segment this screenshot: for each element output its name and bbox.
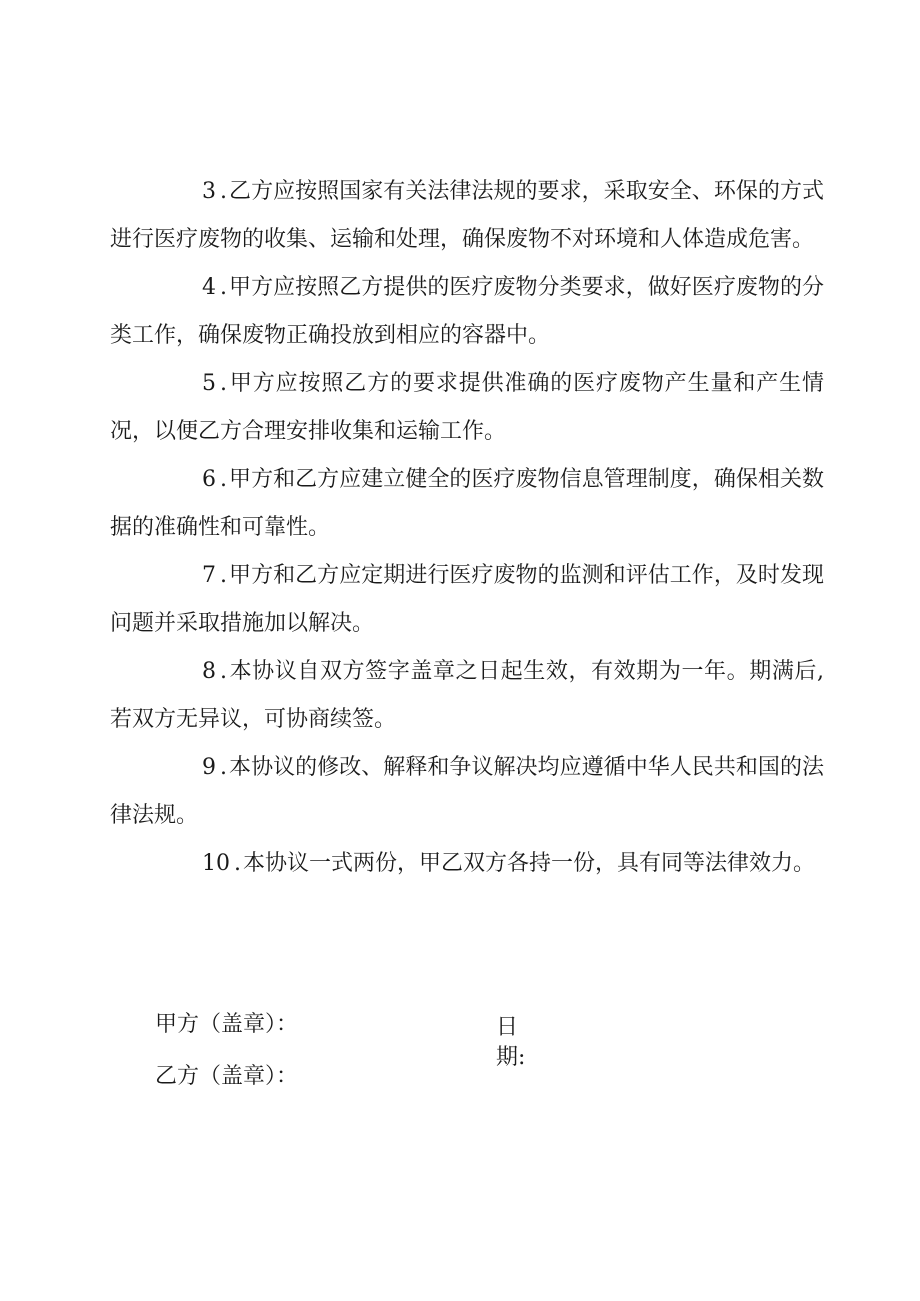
- clause-list: [110, 168, 824, 888]
- clause-5: 5 .甲方应按照乙方的要求提供准确的医疗废物产生量和产生情况，以便乙方合理安排收集和运输工作。: [110, 360, 824, 456]
- clause-text: 本协议的修改、解释和争议解决均应遵循中华人民共和国的法律法规。: [110, 755, 824, 828]
- clause-text: 本协议一式两份，甲乙双方各持一份，具有同等法律效力。: [243, 851, 816, 876]
- clause-text: 甲方和乙方应定期进行医疗废物的监测和评估工作，及时发现问题并采取措施加以解决。: [110, 563, 824, 636]
- clause-number: 4: [202, 275, 216, 300]
- clause-number: 6: [202, 467, 216, 492]
- clause-text: 甲方应按照乙方提供的医疗废物分类要求，做好医疗废物的分类工作，确保废物正确投放到相应的容器中。: [110, 275, 824, 348]
- clause-text: 乙方应按照国家有关法律法规的要求，采取安全、环保的方式进行医疗废物的收集、运输和处理，确保废物不对环境和人体造成危害。: [110, 179, 824, 252]
- clause-number: 3: [202, 179, 216, 204]
- clause-text: 甲方应按照乙方的要求提供准确的医疗废物产生量和产生情况，以便乙方合理安排收集和运输工作。: [110, 371, 824, 444]
- clause-number: 9: [202, 755, 216, 780]
- clause-8: 8 .本协议自双方签字盖章之日起生效，有效期为一年。期满后,若双方无异议，可协商续签。: [110, 648, 824, 744]
- clause-text: 本协议自双方签字盖章之日起生效，有效期为一年。期满后,若双方无异议，可协商续签。: [110, 659, 824, 732]
- clause-number: 10: [202, 851, 230, 876]
- date-label: [496, 1013, 536, 1073]
- clause-10: 10 .本协议一式两份，甲乙双方各持一份，具有同等法律效力。: [110, 840, 824, 888]
- date-label-line1: 日: [496, 1015, 519, 1040]
- clause-3: 3 .乙方应按照国家有关法律法规的要求，采取安全、环保的方式进行医疗废物的收集、运输和处理，确保废物不对环境和人体造成危害。: [110, 168, 824, 264]
- clause-4: 4 .甲方应按照乙方提供的医疗废物分类要求，做好医疗废物的分类工作，确保废物正确投放到相应的容器中。: [110, 264, 824, 360]
- clause-number: 5: [202, 371, 216, 396]
- party-b-seal-label: 乙方（盖章）：: [155, 1064, 299, 1089]
- party-a-seal-label: 甲方（盖章）：: [155, 1012, 299, 1037]
- clause-number: 7: [202, 563, 216, 588]
- clause-7: 7 .甲方和乙方应定期进行医疗废物的监测和评估工作，及时发现问题并采取措施加以解决。: [110, 552, 824, 648]
- date-label-line2: 期:: [496, 1045, 526, 1070]
- clause-6: 6 .甲方和乙方应建立健全的医疗废物信息管理制度，确保相关数据的准确性和可靠性。: [110, 456, 824, 552]
- clause-9: 9 .本协议的修改、解释和争议解决均应遵循中华人民共和国的法律法规。: [110, 744, 824, 840]
- clause-text: 甲方和乙方应建立健全的医疗废物信息管理制度，确保相关数据的准确性和可靠性。: [110, 467, 824, 540]
- clause-number: 8: [202, 659, 216, 684]
